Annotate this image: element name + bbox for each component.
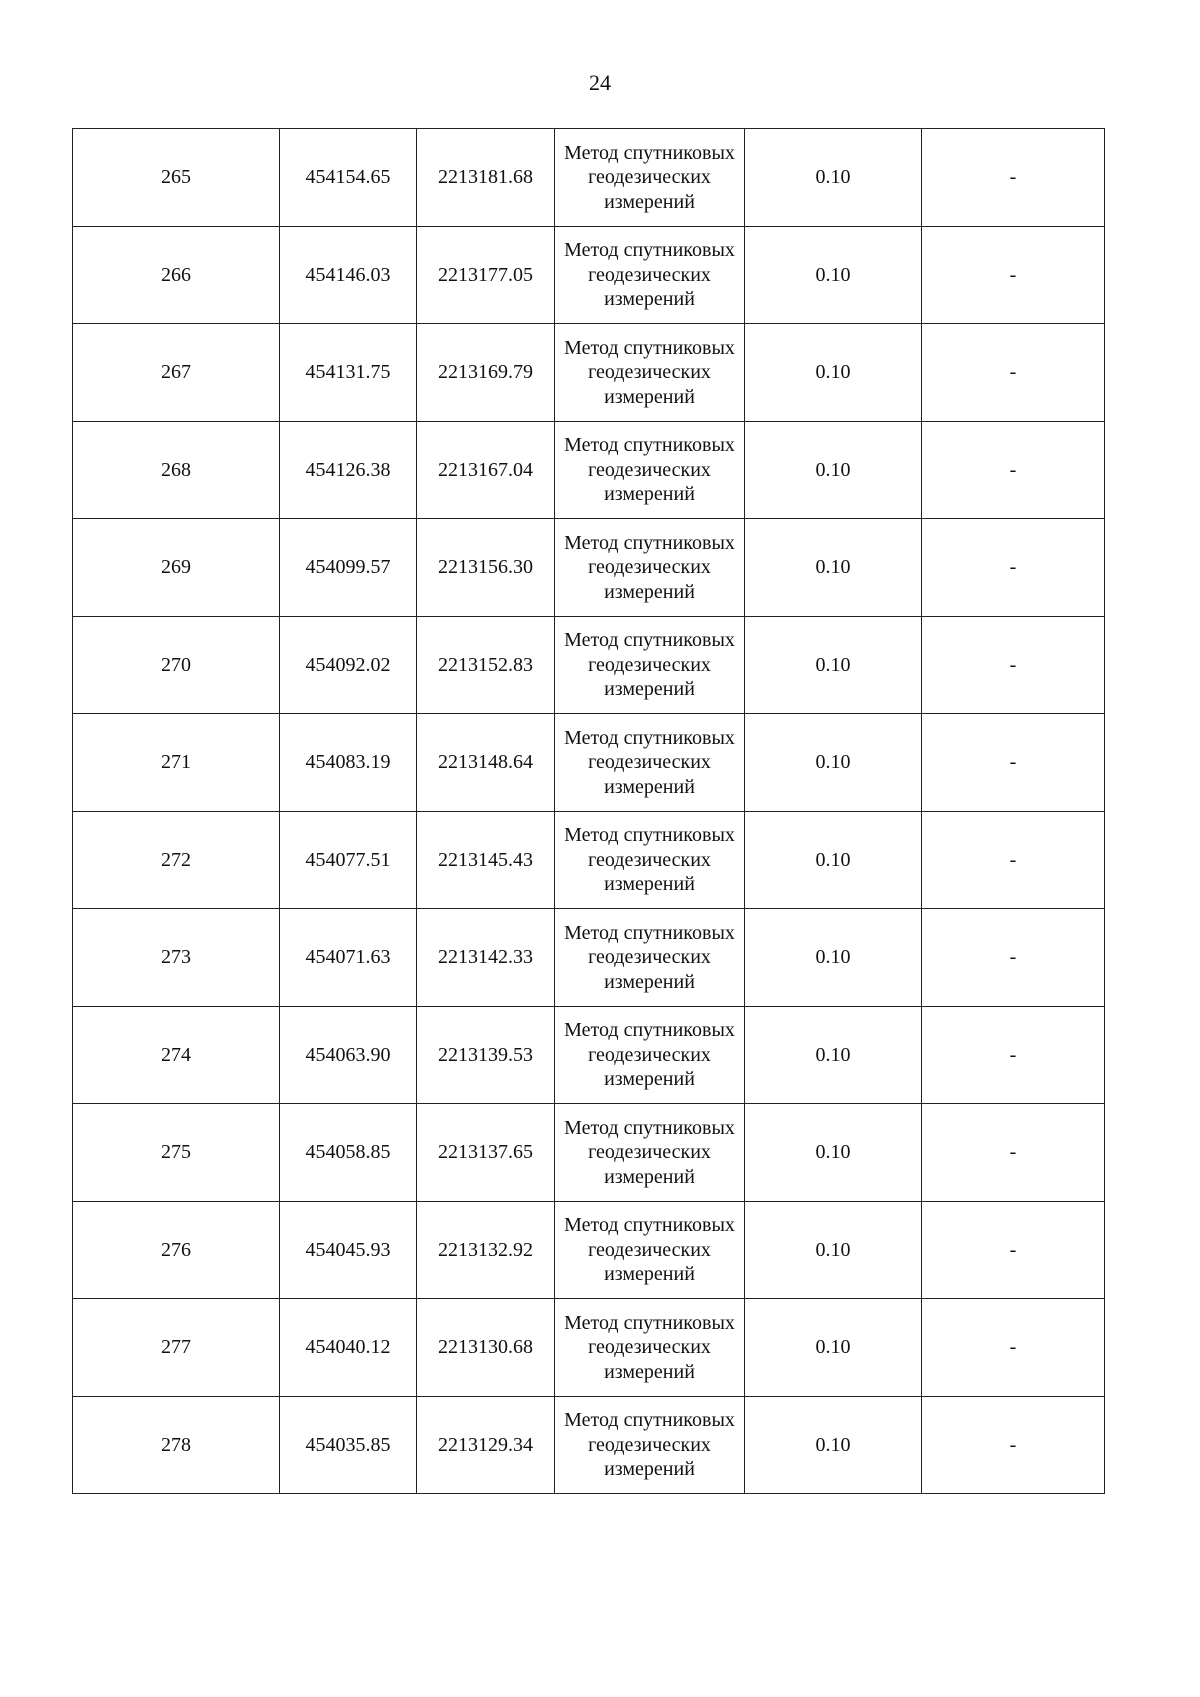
- x-coordinate-cell: 454063.90: [280, 1006, 417, 1104]
- point-number-cell: 272: [73, 811, 280, 909]
- x-coordinate-cell: 454126.38: [280, 421, 417, 519]
- accuracy-cell: 0.10: [745, 226, 922, 324]
- method-cell: Метод спутниковых геодезических измерений: [555, 421, 745, 519]
- point-number-cell: 270: [73, 616, 280, 714]
- method-cell: Метод спутниковых геодезических измерений: [555, 714, 745, 812]
- table-row: [73, 324, 1105, 422]
- y-coordinate-cell: 2213152.83: [417, 616, 555, 714]
- accuracy-cell: 0.10: [745, 129, 922, 227]
- page-number: 24: [589, 70, 611, 95]
- table-row: [73, 616, 1105, 714]
- method-cell: Метод спутниковых геодезических измерений: [555, 616, 745, 714]
- y-coordinate-cell: 2213167.04: [417, 421, 555, 519]
- accuracy-cell: 0.10: [745, 1299, 922, 1397]
- method-cell: Метод спутниковых геодезических измерений: [555, 226, 745, 324]
- method-cell: Метод спутниковых геодезических измерений: [555, 1396, 745, 1494]
- note-cell: -: [922, 1201, 1105, 1299]
- x-coordinate-cell: 454131.75: [280, 324, 417, 422]
- table-row: [73, 1201, 1105, 1299]
- note-cell: -: [922, 1299, 1105, 1397]
- x-coordinate-cell: 454099.57: [280, 519, 417, 617]
- y-coordinate-cell: 2213129.34: [417, 1396, 555, 1494]
- note-cell: -: [922, 129, 1105, 227]
- point-number-cell: 266: [73, 226, 280, 324]
- method-cell: Метод спутниковых геодезических измерений: [555, 129, 745, 227]
- accuracy-cell: 0.10: [745, 811, 922, 909]
- accuracy-cell: 0.10: [745, 616, 922, 714]
- method-cell: Метод спутниковых геодезических измерений: [555, 519, 745, 617]
- y-coordinate-cell: 2213132.92: [417, 1201, 555, 1299]
- accuracy-cell: 0.10: [745, 1104, 922, 1202]
- x-coordinate-cell: 454045.93: [280, 1201, 417, 1299]
- x-coordinate-cell: 454058.85: [280, 1104, 417, 1202]
- x-coordinate-cell: 454154.65: [280, 129, 417, 227]
- note-cell: -: [922, 616, 1105, 714]
- table-row: [73, 1299, 1105, 1397]
- coordinates-table: [72, 128, 1105, 1494]
- table-row: [73, 1104, 1105, 1202]
- table-row: [73, 421, 1105, 519]
- table-row: [73, 1006, 1105, 1104]
- x-coordinate-cell: 454077.51: [280, 811, 417, 909]
- accuracy-cell: 0.10: [745, 1201, 922, 1299]
- point-number-cell: 271: [73, 714, 280, 812]
- x-coordinate-cell: 454071.63: [280, 909, 417, 1007]
- note-cell: -: [922, 421, 1105, 519]
- method-cell: Метод спутниковых геодезических измерений: [555, 1201, 745, 1299]
- table-row: [73, 129, 1105, 227]
- note-cell: -: [922, 1104, 1105, 1202]
- note-cell: -: [922, 811, 1105, 909]
- accuracy-cell: 0.10: [745, 421, 922, 519]
- y-coordinate-cell: 2213139.53: [417, 1006, 555, 1104]
- accuracy-cell: 0.10: [745, 1006, 922, 1104]
- y-coordinate-cell: 2213130.68: [417, 1299, 555, 1397]
- point-number-cell: 276: [73, 1201, 280, 1299]
- method-cell: Метод спутниковых геодезических измерений: [555, 909, 745, 1007]
- point-number-cell: 269: [73, 519, 280, 617]
- method-cell: Метод спутниковых геодезических измерений: [555, 811, 745, 909]
- note-cell: -: [922, 1006, 1105, 1104]
- table-row: [73, 226, 1105, 324]
- point-number-cell: 267: [73, 324, 280, 422]
- method-cell: Метод спутниковых геодезических измерений: [555, 1104, 745, 1202]
- table-row: [73, 1396, 1105, 1494]
- method-cell: Метод спутниковых геодезических измерений: [555, 1006, 745, 1104]
- note-cell: -: [922, 714, 1105, 812]
- y-coordinate-cell: 2213181.68: [417, 129, 555, 227]
- y-coordinate-cell: 2213137.65: [417, 1104, 555, 1202]
- point-number-cell: 265: [73, 129, 280, 227]
- y-coordinate-cell: 2213169.79: [417, 324, 555, 422]
- table-row: [73, 811, 1105, 909]
- accuracy-cell: 0.10: [745, 1396, 922, 1494]
- note-cell: -: [922, 1396, 1105, 1494]
- point-number-cell: 274: [73, 1006, 280, 1104]
- y-coordinate-cell: 2213142.33: [417, 909, 555, 1007]
- y-coordinate-cell: 2213177.05: [417, 226, 555, 324]
- table-row: [73, 519, 1105, 617]
- x-coordinate-cell: 454146.03: [280, 226, 417, 324]
- note-cell: -: [922, 324, 1105, 422]
- y-coordinate-cell: 2213156.30: [417, 519, 555, 617]
- accuracy-cell: 0.10: [745, 909, 922, 1007]
- accuracy-cell: 0.10: [745, 324, 922, 422]
- y-coordinate-cell: 2213145.43: [417, 811, 555, 909]
- accuracy-cell: 0.10: [745, 519, 922, 617]
- x-coordinate-cell: 454040.12: [280, 1299, 417, 1397]
- y-coordinate-cell: 2213148.64: [417, 714, 555, 812]
- point-number-cell: 273: [73, 909, 280, 1007]
- table-row: [73, 714, 1105, 812]
- point-number-cell: 278: [73, 1396, 280, 1494]
- note-cell: -: [922, 519, 1105, 617]
- accuracy-cell: 0.10: [745, 714, 922, 812]
- method-cell: Метод спутниковых геодезических измерений: [555, 324, 745, 422]
- method-cell: Метод спутниковых геодезических измерений: [555, 1299, 745, 1397]
- x-coordinate-cell: 454035.85: [280, 1396, 417, 1494]
- x-coordinate-cell: 454083.19: [280, 714, 417, 812]
- point-number-cell: 268: [73, 421, 280, 519]
- note-cell: -: [922, 226, 1105, 324]
- coordinates-table-body: [73, 129, 1105, 1494]
- note-cell: -: [922, 909, 1105, 1007]
- x-coordinate-cell: 454092.02: [280, 616, 417, 714]
- table-row: [73, 909, 1105, 1007]
- point-number-cell: 275: [73, 1104, 280, 1202]
- point-number-cell: 277: [73, 1299, 280, 1397]
